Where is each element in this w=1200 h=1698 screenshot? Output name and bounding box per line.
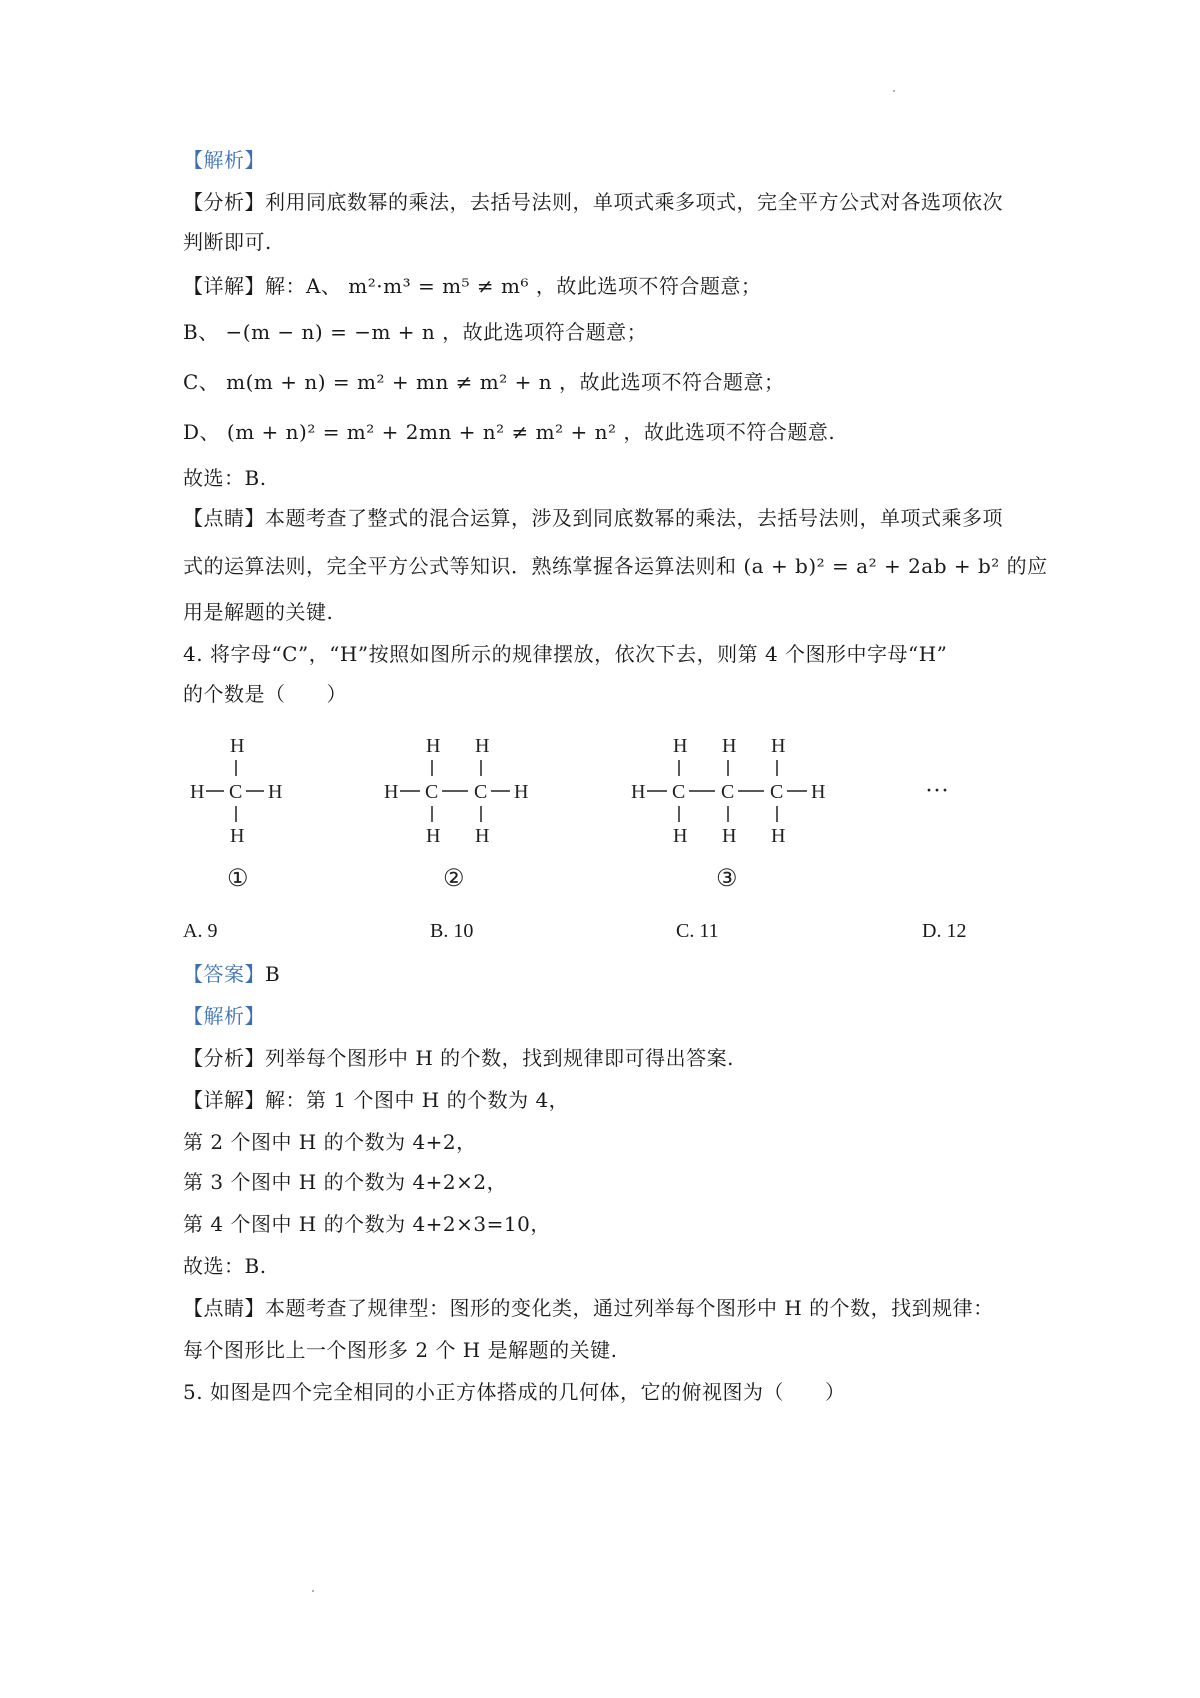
svg-text:H: H (475, 735, 490, 757)
svg-text:H: H (384, 781, 399, 803)
scan-dot (893, 90, 895, 92)
svg-text:C: C (770, 781, 784, 803)
text-line: 式的运算法则，完全平方公式等知识．熟练掌握各运算法则和 (a + b)² = a² + 2ab + b² 的应 (183, 554, 1048, 578)
svg-text:C: C (425, 781, 439, 803)
text-line: 【解析】 (183, 148, 265, 172)
text-line: 【解析】 (183, 1004, 265, 1028)
atom-h: H (268, 781, 283, 803)
svg-text:H: H (631, 781, 646, 803)
figure-3 (631, 735, 825, 892)
atom-c: C (229, 781, 243, 803)
text-line: 【详解】解：第 1 个图中 H 的个数为 4， (183, 1088, 570, 1112)
option-c: C. 11 (676, 920, 719, 942)
svg-text:H: H (426, 735, 441, 757)
question-line: 的个数是（ ） (183, 682, 347, 706)
svg-text:H: H (722, 735, 737, 757)
option-b: B. 10 (430, 920, 474, 942)
svg-text:H: H (673, 735, 688, 757)
svg-text:H: H (811, 781, 826, 803)
text-line: 每个图形比上一个图形多 2 个 H 是解题的关键. (183, 1338, 618, 1362)
ellipsis: ··· (925, 778, 949, 804)
svg-text:H: H (722, 825, 737, 847)
text-line: 判断即可. (183, 230, 272, 254)
text-line: 【详解】解：A、 m²·m³ = m⁵ ≠ m⁶ ，故此选项不符合题意； (183, 274, 762, 298)
svg-text:H: H (426, 825, 441, 847)
option-d: D. 12 (922, 920, 967, 942)
text-line: 【点睛】本题考查了规律型：图形的变化类，通过列举每个图形中 H 的个数，找到规律： (183, 1296, 994, 1320)
option-a: A. 9 (183, 920, 218, 942)
text-line: 第 4 个图中 H 的个数为 4+2×3=10， (183, 1212, 551, 1236)
atom-h: H (190, 781, 205, 803)
svg-text:C: C (474, 781, 488, 803)
svg-text:H: H (475, 825, 490, 847)
answer-line: 【答案】B (183, 962, 281, 986)
scan-dot (312, 1590, 314, 1592)
question-line: 5. 如图是四个完全相同的小正方体搭成的几何体，它的俯视图为（ ） (183, 1380, 846, 1404)
text-line: D、 (m + n)² = m² + 2mn + n² ≠ m² + n² ，故此选项不符合题意. (183, 420, 836, 444)
text-line: B、 −(m − n) = −m + n ，故此选项符合题意； (183, 320, 648, 344)
figure-2 (384, 735, 528, 892)
atom-h: H (230, 735, 245, 757)
text-line: 【分析】列举每个图形中 H 的个数，找到规律即可得出答案. (183, 1046, 735, 1070)
svg-text:H: H (771, 825, 786, 847)
svg-text:C: C (721, 781, 735, 803)
text-line: 【分析】利用同底数幂的乘法，去括号法则，单项式乘多项式，完全平方公式对各选项依次 (183, 190, 1003, 214)
figure-label: ① (227, 866, 249, 892)
text-line: 故选：B. (183, 1254, 267, 1278)
svg-text:C: C (672, 781, 686, 803)
text-line: C、 m(m + n) = m² + mn ≠ m² + n ，故此选项不符合题意； (183, 370, 785, 394)
text-line: 第 2 个图中 H 的个数为 4+2， (183, 1130, 477, 1154)
figure-label: ③ (716, 866, 738, 892)
text-line: 第 3 个图中 H 的个数为 4+2×2， (183, 1170, 508, 1194)
atom-h: H (230, 825, 245, 847)
text-line: 【点睛】本题考查了整式的混合运算，涉及到同底数幂的乘法，去括号法则，单项式乘多项 (183, 506, 1003, 530)
svg-text:H: H (673, 825, 688, 847)
text-line: 用是解题的关键. (183, 600, 334, 624)
question-line: 4. 将字母“C”，“H”按照如图所示的规律摆放，依次下去，则第 4 个图形中字母“H” (183, 642, 948, 666)
figure-1 (190, 735, 282, 892)
text-line: 故选：B. (183, 466, 267, 490)
svg-text:H: H (771, 735, 786, 757)
molecule-figure (170, 730, 990, 900)
svg-text:H: H (514, 781, 529, 803)
figure-label: ② (443, 866, 465, 892)
